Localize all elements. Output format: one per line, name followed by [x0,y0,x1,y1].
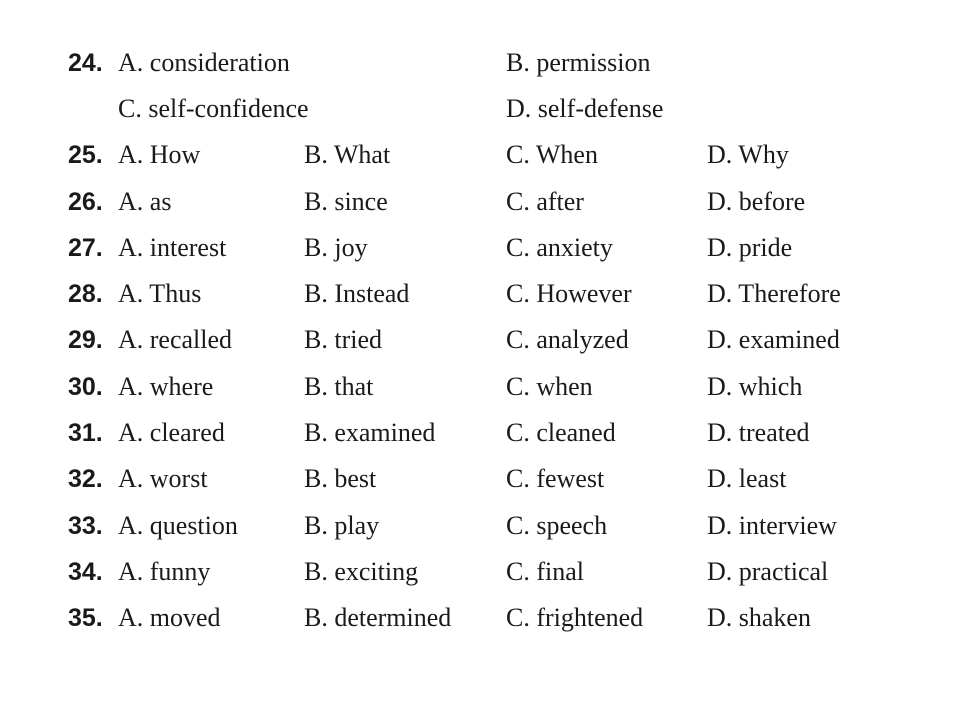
question-number: 26. [68,188,103,216]
option-d: D. Why [707,140,789,169]
question-number: 35. [68,604,103,632]
option-b: B. exciting [304,557,419,586]
option-a: A. moved [118,603,221,632]
option-a: A. worst [118,464,208,493]
question-row-30 [0,364,960,410]
question-number: 31. [68,419,103,447]
option-d: D. pride [707,233,793,262]
question-row-32 [0,456,960,502]
option-d: D. shaken [707,603,811,632]
question-row-27 [0,225,960,271]
option-d: D. self-defense [506,94,664,123]
option-a: A. Thus [118,279,202,308]
question-row-29 [0,317,960,363]
option-c: C. However [506,279,632,308]
question-row-33 [0,503,960,549]
option-c: C. final [506,557,584,586]
option-a: A. interest [118,233,227,262]
option-b: B. What [304,140,391,169]
option-c: C. anxiety [506,233,613,262]
option-a: A. consideration [118,48,290,77]
option-c: C. self-confidence [118,94,309,123]
option-d: D. examined [707,325,840,354]
option-d: D. least [707,464,787,493]
option-a: A. as [118,187,172,216]
question-row-31 [0,410,960,456]
option-b: B. best [304,464,377,493]
option-b: B. examined [304,418,436,447]
option-d: D. which [707,372,803,401]
question-number: 24. [68,49,103,77]
option-d: D. practical [707,557,829,586]
option-b: B. joy [304,233,368,262]
option-c: C. When [506,140,598,169]
option-c: C. frightened [506,603,644,632]
question-number: 34. [68,558,103,586]
option-a: A. cleared [118,418,225,447]
option-b: B. tried [304,325,382,354]
question-number: 25. [68,141,103,169]
question-row-35 [0,595,960,641]
option-b: B. play [304,511,380,540]
option-c: C. after [506,187,584,216]
option-c: C. when [506,372,593,401]
question-number: 29. [68,326,103,354]
question-number: 33. [68,512,103,540]
option-a: A. recalled [118,325,233,354]
option-c: C. analyzed [506,325,629,354]
option-d: D. Therefore [707,279,841,308]
option-c: C. fewest [506,464,605,493]
option-d: D. before [707,187,806,216]
option-b: B. determined [304,603,452,632]
option-d: D. interview [707,511,837,540]
option-d: D. treated [707,418,810,447]
option-a: A. where [118,372,214,401]
question-number: 32. [68,465,103,493]
question-row-34 [0,549,960,595]
question-number: 30. [68,373,103,401]
option-a: A. question [118,511,238,540]
question-row-25 [0,132,960,178]
question-row-24 [0,40,960,86]
question-number: 28. [68,280,103,308]
option-c: C. cleaned [506,418,616,447]
question-row-28 [0,271,960,317]
option-a: A. How [118,140,201,169]
option-b: B. Instead [304,279,410,308]
question-number: 27. [68,234,103,262]
option-c: C. speech [506,511,608,540]
option-b: B. that [304,372,374,401]
option-a: A. funny [118,557,211,586]
question-row-26 [0,179,960,225]
option-b: B. permission [506,48,651,77]
option-b: B. since [304,187,388,216]
question-row-24-cont [0,86,960,132]
